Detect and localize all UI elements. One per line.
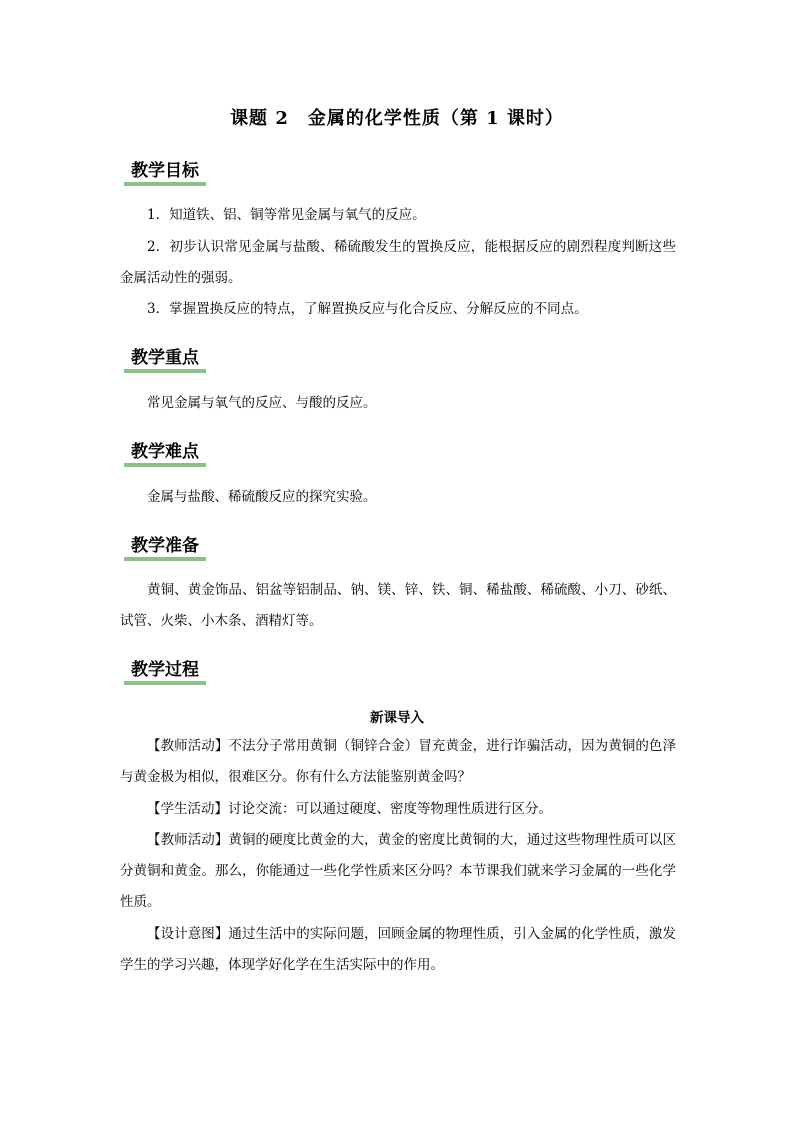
section-heading-difficulties: 教学难点	[124, 441, 206, 467]
objective-item-1: 1．知道铁、铝、铜等常见金属与氧气的反应。	[147, 207, 426, 223]
process-paragraph-teacher-1: 【教师活动】不法分子常用黄铜（铜锌合金）冒充黄金，进行诈骗活动，因为黄铜的色泽与黄金极为相似，很难区分。你有什么方法能鉴别黄金吗？	[120, 738, 676, 785]
preparation-text: 黄铜、黄金饰品、铝盆等铝制品、钠、镁、锌、铁、铜、稀盐酸、稀硫酸、小刀、砂纸、试管、火柴、小木条、酒精灯等。	[120, 582, 676, 629]
process-paragraph-teacher-2: 【教师活动】黄铜的硬度比黄金的大，黄金的密度比黄铜的大，通过这些物理性质可以区分黄铜和黄金。那么，你能通过一些化学性质来区分吗？本节课我们就来学习金属的一些化学性质。	[120, 832, 676, 910]
process-paragraph-student: 【学生活动】讨论交流：可以通过硬度、密度等物理性质进行区分。	[147, 801, 552, 817]
section-heading-objectives: 教学目标	[124, 160, 206, 186]
objective-item-3: 3．掌握置换反应的特点，了解置换反应与化合反应、分解反应的不同点。	[147, 301, 588, 317]
section-heading-process: 教学过程	[124, 659, 206, 685]
subheading-introduction: 新课导入	[370, 710, 424, 726]
key-points-text: 常见金属与氧气的反应、与酸的反应。	[147, 395, 377, 411]
page-title: 课题 2 金属的化学性质（第 1 课时）	[230, 108, 564, 129]
objective-item-2: 2．初步认识常见金属与盐酸、稀硫酸发生的置换反应，能根据反应的剧烈程度判断这些金属活动性的强弱。	[120, 239, 676, 286]
section-heading-key-points: 教学重点	[124, 347, 206, 373]
process-paragraph-design-intent: 【设计意图】通过生活中的实际问题，回顾金属的物理性质，引入金属的化学性质，激发学生的学习兴趣，体现学好化学在生活实际中的作用。	[120, 926, 676, 973]
section-heading-preparation: 教学准备	[124, 535, 206, 561]
difficulties-text: 金属与盐酸、稀硫酸反应的探究实验。	[147, 489, 377, 505]
